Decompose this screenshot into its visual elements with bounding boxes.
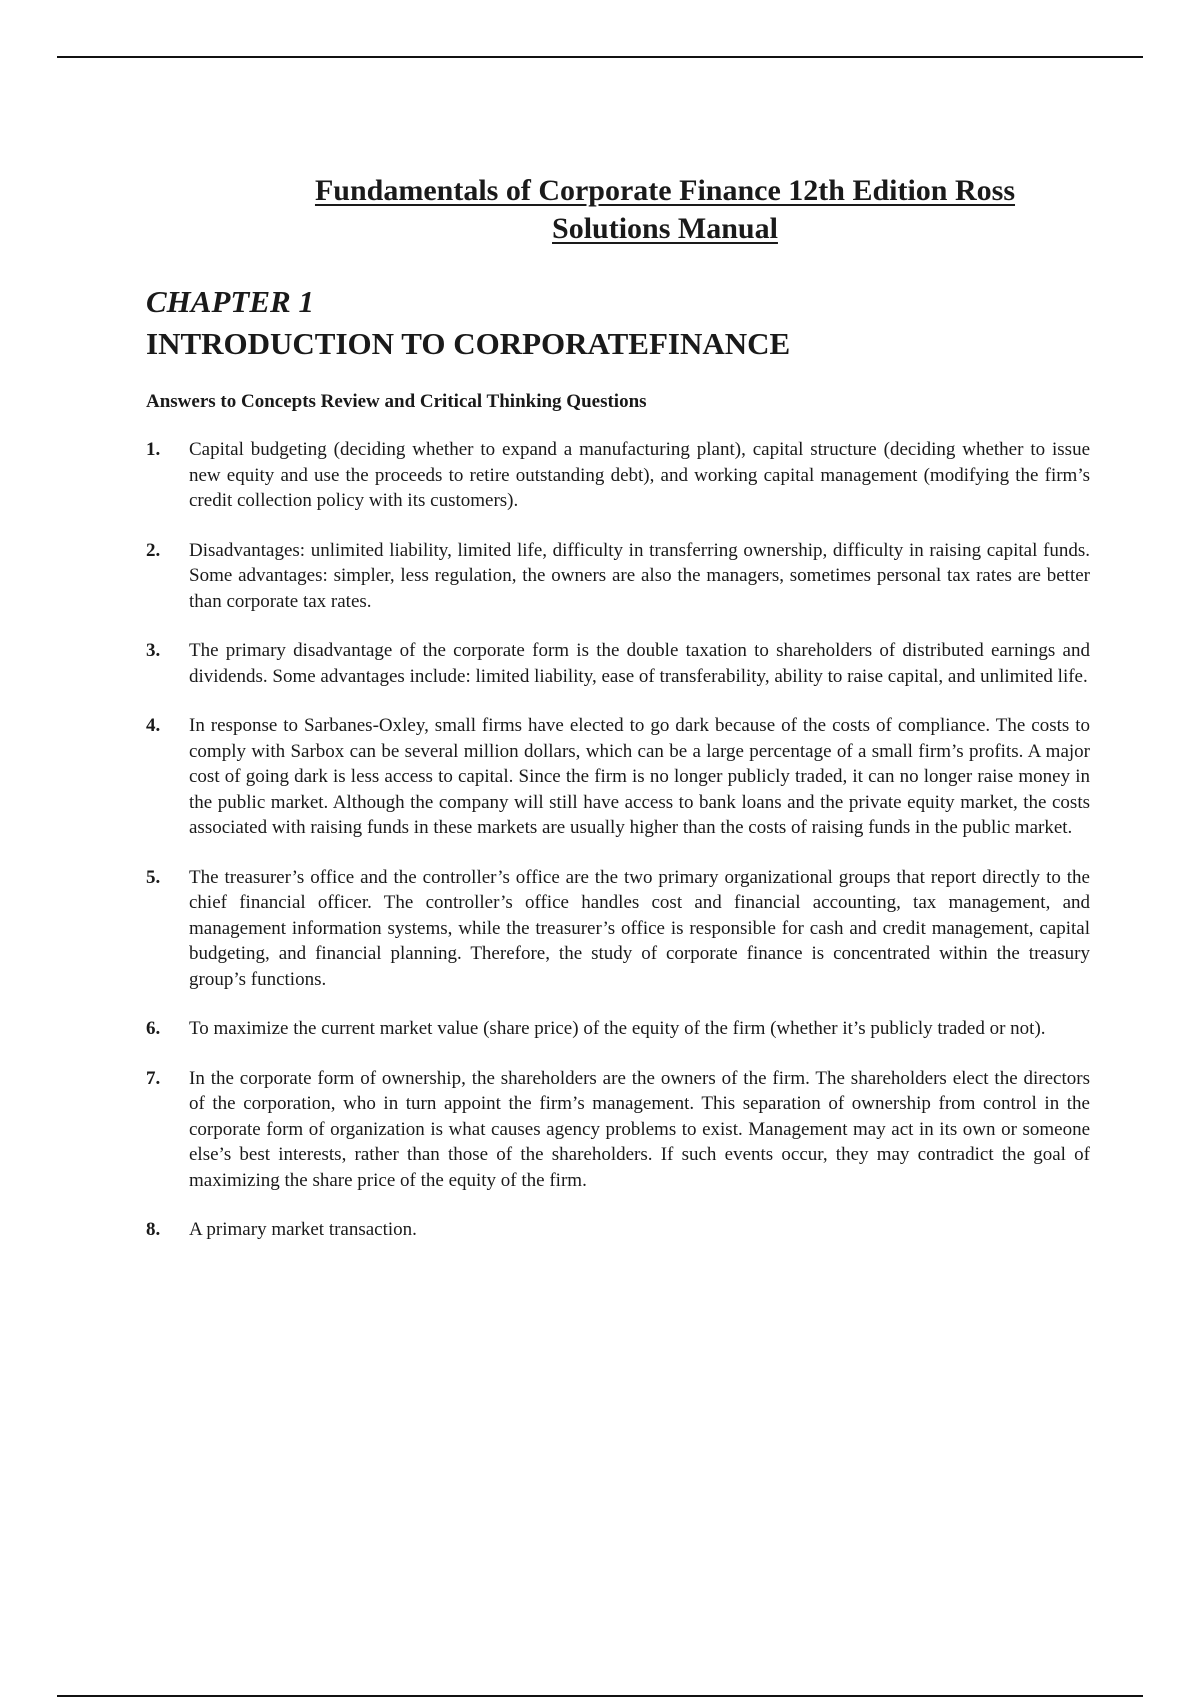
- answer-number: 7.: [146, 1067, 161, 1089]
- answer-number: 1.: [146, 439, 161, 460]
- chapter-label: CHAPTER 1: [146, 284, 314, 319]
- answer-number: 3.: [146, 640, 161, 661]
- chapter-title: INTRODUCTION TO CORPORATEFINANCE: [146, 326, 791, 361]
- answer-text: The primary disadvantage of the corporate form is the double taxation to shareholders of distributed earnings and dividends. Some advantages include: limited liability, ease of transferability, ability to raise capital, and unlimited life.: [189, 640, 1090, 687]
- chapter-header: [146, 282, 1096, 364]
- answer-item-6: [146, 1016, 1090, 1042]
- answer-item-1: [146, 437, 1090, 514]
- answer-text: To maximize the current market value (share price) of the equity of the firm (whether it’s publicly traded or not).: [189, 1018, 1046, 1039]
- answer-item-3: [146, 638, 1090, 689]
- answer-text: The treasurer’s office and the controller’s office are the two primary organizational groups that report directly to the chief financial officer. The controller’s office handles cost and financial accounting, tax management, and management information systems, while the treasurer’s office is responsible for cash and credit management, capital budgeting, and financial planning. Therefore, the study of corporate finance is concentrated within the treasury group’s functions.: [189, 866, 1090, 990]
- answer-text: In response to Sarbanes-Oxley, small firms have elected to go dark because of the costs of compliance. The costs to comply with Sarbox can be several million dollars, which can be a large percentage of a small firm’s profits. A major cost of going dark is less access to capital. Since the firm is no longer publicly traded, it can no longer raise money in the public market. Although the company will still have access to bank loans and the private equity market, the costs associated with raising funds in these markets are usually higher than the costs of raising funds in the public market.: [189, 715, 1090, 838]
- answer-text: Capital budgeting (deciding whether to expand a manufacturing plant), capital structure (deciding whether to issue new equity and use the proceeds to retire outstanding debt), and working capital management (modifying the firm’s credit collection policy with its customers).: [189, 439, 1090, 511]
- section-heading: Answers to Concepts Review and Critical Thinking Questions: [146, 391, 647, 412]
- answer-item-2: [146, 538, 1090, 615]
- answer-number: 2.: [146, 539, 161, 561]
- answer-number: 5.: [146, 866, 161, 888]
- answer-text: In the corporate form of ownership, the shareholders are the owners of the firm. The shareholders elect the directors of the corporation, who in turn appoint the firm’s management. This separation of ownership from control in the corporate form of organization is what causes agency problems to exist. Management may act in its own or someone else’s best interests, rather than those of the shareholders. If such events occur, they may contradict the goal of maximizing the share price of the equity of the firm.: [189, 1067, 1090, 1191]
- answer-text: A primary market transaction.: [189, 1219, 417, 1240]
- answer-number: 6.: [146, 1018, 161, 1039]
- answers-list: [146, 437, 1090, 1267]
- answer-number: 4.: [146, 715, 161, 736]
- answer-item-4: [146, 713, 1090, 841]
- top-rule: [57, 56, 1143, 58]
- answer-item-7: [146, 1066, 1090, 1194]
- answer-number: 8.: [146, 1219, 161, 1240]
- answer-item-8: [146, 1217, 1090, 1243]
- bottom-rule: [57, 1695, 1143, 1697]
- answer-text: Disadvantages: unlimited liability, limited life, difficulty in transferring ownership, difficulty in raising capital funds. Some advantages: simpler, less regulation, the owners are also the managers, sometimes personal tax rates are better than corporate tax rates.: [189, 539, 1090, 612]
- document-title: Fundamentals of Corporate Finance 12th Edition Ross Solutions Manual: [314, 174, 1016, 246]
- answer-item-5: [146, 865, 1090, 993]
